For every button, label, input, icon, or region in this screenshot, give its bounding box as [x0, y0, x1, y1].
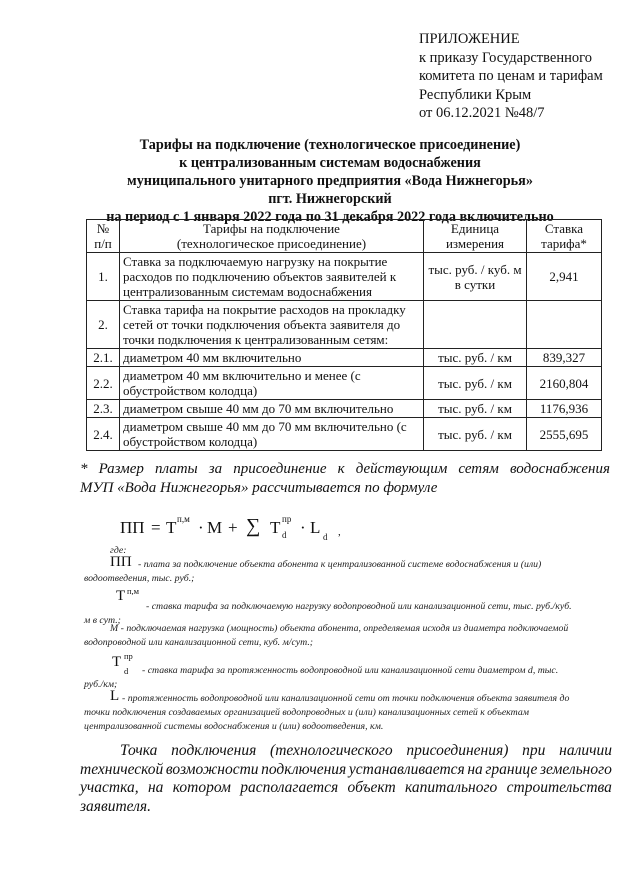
- row-rate: 1176,936: [527, 400, 602, 418]
- table-row: [87, 253, 602, 301]
- table-row: [87, 367, 602, 400]
- row-unit: тыс. руб. / км: [424, 400, 527, 418]
- footnote-word: действующим: [355, 461, 448, 477]
- closing-line-3: [80, 779, 612, 798]
- formula-comma: ,: [338, 526, 341, 538]
- closing-word: строительства: [506, 779, 612, 796]
- annex-header: [419, 30, 603, 123]
- header-num-line: п/п: [94, 236, 112, 251]
- row-unit: тыс. руб. / км: [424, 367, 527, 400]
- closing-word: на: [467, 760, 483, 778]
- closing-word: Точка: [120, 742, 158, 759]
- def-tpm-sup: п,м: [127, 586, 140, 596]
- row-unit: [424, 301, 527, 349]
- formula-m: M: [207, 518, 223, 537]
- tariffs-table: [86, 219, 602, 451]
- def-td-sub: d: [124, 666, 129, 676]
- row-rate: [527, 301, 602, 349]
- formula-l-sub: d: [323, 532, 328, 542]
- header-rate: [527, 220, 602, 253]
- def-m-text: водопроводной или канализационной сети, куб. м/сут.;: [84, 637, 314, 648]
- formula-t-sup: п,м: [177, 514, 190, 524]
- title-line: Тарифы на подключение (технологическое присоединение): [139, 137, 521, 153]
- header-name-line: (технологическое присоединение): [176, 236, 367, 251]
- formula-dot: ·: [300, 518, 306, 537]
- row-num: 1.: [87, 253, 120, 301]
- header-rate-line: Ставка: [544, 221, 584, 236]
- title-line: на период с 1 января 2022 года по 31 декабря 2022 года включительно: [106, 209, 554, 225]
- def-tpm-text: м в сут.;: [84, 615, 121, 626]
- closing-word: подключения: [171, 742, 257, 759]
- table-row: [87, 418, 602, 451]
- closing-word: на: [147, 779, 164, 796]
- closing-line-2: [80, 761, 612, 780]
- footnote-word: сетям: [458, 461, 499, 477]
- def-td-symbol: T: [112, 654, 122, 670]
- row-rate: 2160,804: [527, 367, 602, 400]
- annex-line: Республики Крым: [419, 86, 532, 103]
- row-unit: тыс. руб. / куб. м в сутки: [424, 253, 527, 301]
- row-num: 2.4.: [87, 418, 120, 451]
- closing-word: капитального: [405, 779, 498, 796]
- closing-word: присоединения): [406, 742, 509, 759]
- row-num: 2.1.: [87, 349, 120, 367]
- closing-line-4: заявителя.: [80, 797, 152, 815]
- formula-pp: ПП: [120, 518, 145, 537]
- closing-word: границе: [485, 760, 538, 778]
- formula-plus: +: [228, 518, 238, 537]
- formula-sum: ∑: [246, 515, 261, 537]
- footnote: [80, 460, 610, 498]
- row-name: диаметром 40 мм включительно: [120, 349, 424, 367]
- table-row: [87, 400, 602, 418]
- def-pp-symbol: ПП: [110, 554, 132, 570]
- footnote-word: к: [337, 461, 345, 477]
- formula-td-sub: d: [282, 530, 287, 540]
- annex-line: ПРИЛОЖЕНИЕ: [419, 31, 520, 47]
- header-num-line: №: [96, 221, 110, 236]
- footnote-word: платы: [154, 461, 198, 477]
- def-m-text: M - подключаемая нагрузка (мощность) объекта абонента, определяемая исходя из диаметра подключаемой: [110, 623, 569, 634]
- table-header-row: [87, 220, 602, 253]
- row-unit: тыс. руб. / км: [424, 349, 527, 367]
- closing-word: котором: [172, 779, 231, 796]
- formula-td-sup: пр: [282, 514, 292, 524]
- row-rate: 2,941: [527, 253, 602, 301]
- closing-line-1: [80, 742, 612, 761]
- document-title: [60, 136, 600, 226]
- footnote-word: за: [208, 461, 223, 477]
- header-name-line: Тарифы на подключение: [203, 221, 340, 236]
- def-td-text: - ставка тарифа за протяженность водопроводной или канализационной сети диаметром d, тыс.: [142, 665, 559, 676]
- row-name: Ставка за подключаемую нагрузку на покрытие расходов по подключению объектов заявителей к централизованным системам водоснабжения: [120, 253, 424, 301]
- header-rate-line: тарифа*: [541, 236, 587, 251]
- header-unit-line: Единица: [450, 221, 500, 236]
- closing-paragraph: [80, 742, 612, 816]
- row-name: диаметром 40 мм включительно и менее (с обустройством колодца): [120, 367, 424, 400]
- def-pp-text: водоотведения, тыс. руб.;: [84, 573, 195, 584]
- def-l-text: точки подключения создаваемых организацией водопроводных и (или) канализационных сетей к объектам: [84, 707, 529, 718]
- header-name: [120, 220, 424, 253]
- def-l-text: - протяженность водопроводной или канализационной сети от точки подключения объекта заявителя до: [122, 693, 570, 704]
- closing-word: технической: [80, 760, 164, 778]
- footnote-line-2: МУП «Вода Нижнегорья» рассчитывается по формуле: [80, 480, 438, 496]
- table-row: [87, 301, 602, 349]
- footnote-word: *: [80, 461, 88, 477]
- footnote-word: Размер: [98, 461, 144, 477]
- annex-line: от 06.12.2021 №48/7: [419, 105, 545, 121]
- closing-word: участка,: [80, 779, 139, 796]
- closing-word: располагается: [240, 779, 339, 796]
- row-name: Ставка тарифа на покрытие расходов на прокладку сетей от точки подключения объекта заявителя до точки подключения к централизованным сетям:: [120, 301, 424, 349]
- row-name: диаметром свыше 40 мм до 70 мм включительно: [120, 400, 424, 418]
- row-num: 2.3.: [87, 400, 120, 418]
- closing-word: наличии: [559, 742, 612, 759]
- fee-formula: [120, 508, 440, 548]
- row-unit: тыс. руб. / км: [424, 418, 527, 451]
- def-l-text: централизованной системы водоснабжения и (или) водоотведения, км.: [84, 721, 384, 732]
- def-tpm-text: - ставка тарифа за подключаемую нагрузку водопроводной или канализационной сети, тыс. руб./куб.: [146, 601, 572, 612]
- formula-equals: =: [151, 518, 161, 537]
- row-rate: 839,327: [527, 349, 602, 367]
- def-pp-text: - плата за подключение объекта абонента к централизованной системе водоснабжения и (или): [138, 559, 542, 570]
- annex-line: к приказу Государственного: [419, 49, 592, 66]
- title-line: пгт. Нижнегорский: [268, 191, 392, 207]
- row-name: диаметром свыше 40 мм до 70 мм включительно (с обустройством колодца): [120, 418, 424, 451]
- title-line: муниципального унитарного предприятия «Вода Нижнегорья»: [127, 173, 533, 189]
- title-line: к централизованным системам водоснабжения: [179, 155, 481, 171]
- closing-word: земельного: [539, 760, 612, 778]
- def-td-sup: пр: [124, 651, 133, 661]
- closing-word: возможности: [165, 760, 259, 778]
- annex-line: комитета по ценам и тарифам: [419, 68, 603, 84]
- footnote-word: присоединение: [233, 461, 327, 477]
- formula-td: T: [270, 518, 281, 537]
- table-row: [87, 349, 602, 367]
- row-num: 2.: [87, 301, 120, 349]
- footnote-word: водоснабжения: [509, 461, 610, 477]
- def-tpm-symbol: T: [116, 588, 126, 604]
- def-td-text: руб./км;: [84, 679, 118, 690]
- formula-t: T: [166, 518, 177, 537]
- closing-word: подключения: [261, 760, 347, 778]
- formula-dot: ·: [198, 518, 204, 537]
- row-num: 2.2.: [87, 367, 120, 400]
- closing-word: устанавливается: [348, 760, 465, 778]
- row-rate: 2555,695: [527, 418, 602, 451]
- closing-word: (технологического: [270, 742, 393, 759]
- closing-word: при: [522, 742, 546, 759]
- header-unit-line: измерения: [445, 236, 505, 251]
- header-num: [87, 220, 120, 253]
- footnote-line-1: [80, 460, 610, 479]
- formula-l: L: [310, 518, 321, 537]
- header-unit: [424, 220, 527, 253]
- def-l-symbol: L: [110, 688, 120, 704]
- closing-word: объект: [347, 779, 396, 796]
- where-label: где:: [110, 545, 127, 556]
